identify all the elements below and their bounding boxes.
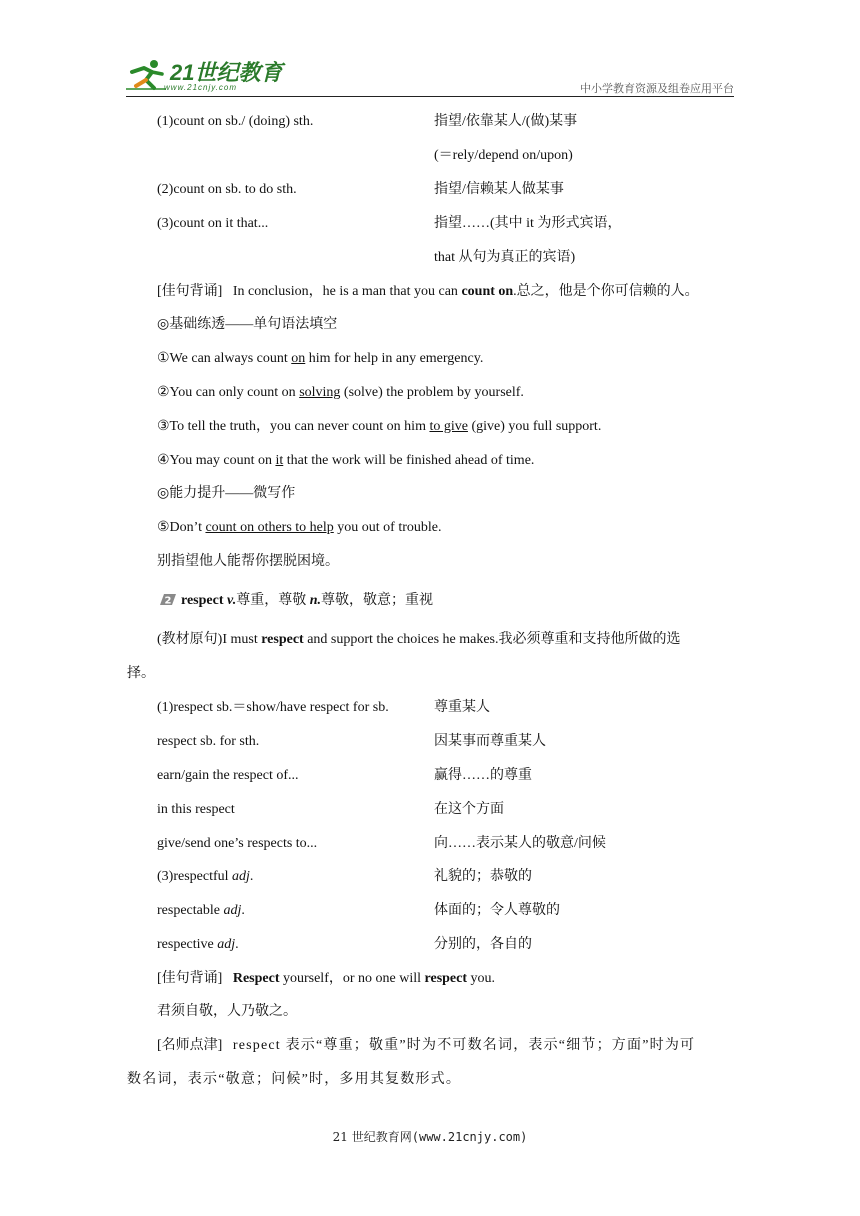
exercise-2: ②You can only count on solving (solve) the problem by yourself.: [157, 385, 524, 400]
page-footer: 21 世纪教育网(www.21cnjy.com): [332, 1130, 528, 1144]
respect-row-2-left: respect sb. for sth.: [157, 734, 260, 749]
phrase-row-4-left: (3)count on it that...: [157, 216, 269, 231]
adj-row-2-right: 体面的；令人尊敬的: [434, 903, 560, 918]
textbook-sentence: (教材原句)I must respect and support the choices he makes.我必须尊重和支持他所做的选: [157, 632, 681, 647]
exercise-3: ③To tell the truth，you can never count on him to give (give) you full support.: [157, 419, 602, 434]
adj-row-3-right: 分别的，各自的: [434, 937, 532, 952]
adj-row-1-right: 礼貌的；恭敬的: [434, 869, 532, 884]
exercise-4: ④You may count on it that the work will be finished ahead of time.: [157, 453, 535, 468]
number-badge-icon: [159, 591, 177, 607]
writing-translation: 别指望他人能帮你摆脱困境。: [157, 554, 339, 569]
answer-2: solving: [299, 385, 341, 400]
phrase-row-3-right: 指望/信赖某人做某事: [434, 182, 564, 197]
adj-row-3-left: respective adj.: [157, 937, 239, 952]
good-sentence-tag: [佳句背诵]: [157, 284, 223, 299]
good-sentence-2-translation: 君须自敬，人乃敬之。: [157, 1004, 297, 1019]
answer-3: to give: [429, 419, 468, 434]
adj-row-2-left: respectable adj.: [157, 903, 245, 918]
logo-url: www.21cnjy.com: [164, 83, 237, 92]
header-divider: [126, 96, 734, 97]
phrase-row-4-right: 指望……(其中 it 为形式宾语，: [434, 216, 622, 231]
respect-row-3-right: 赢得……的尊重: [434, 768, 532, 783]
section-basic-heading: ◎基础练透——单句语法填空: [157, 317, 338, 332]
teacher-tip-cont: 数名词，表示“敬意；问候”时，多用其复数形式。: [127, 1072, 462, 1087]
respect-row-3-left: earn/gain the respect of...: [157, 768, 299, 783]
phrase-row-3-left: (2)count on sb. to do sth.: [157, 182, 297, 197]
respect-row-4-right: 在这个方面: [434, 802, 504, 817]
phrase-row-1-left: (1)count on sb./ (doing) sth.: [157, 114, 314, 129]
writing-exercise: ⑤Don’t count on others to help you out of trouble.: [157, 520, 442, 535]
textbook-sentence-cont: 择。: [127, 666, 155, 681]
word-heading-respect: 2 respect v.尊重，尊敬 n.尊敬，敬意；重视: [159, 591, 433, 611]
respect-row-5-left: give/send one’s respects to...: [157, 836, 318, 851]
phrase-row-1-right: 指望/依靠某人/(做)某事: [434, 114, 578, 129]
answer-4: it: [275, 453, 284, 468]
section-ability-heading: ◎能力提升——微写作: [157, 486, 296, 501]
respect-row-2-right: 因某事而尊重某人: [434, 734, 546, 749]
respect-row-1-left: (1)respect sb.＝show/have respect for sb.: [157, 700, 389, 715]
page-header: [126, 58, 734, 98]
answer-1: on: [291, 351, 306, 366]
writing-answer: count on others to help: [205, 520, 334, 535]
adj-row-1-left: (3)respectful adj.: [157, 869, 254, 884]
svg-text:2: 2: [164, 595, 172, 607]
logo-text: 21世纪教育: [170, 60, 283, 85]
phrase-row-5-right: that 从句为真正的宾语): [434, 250, 576, 265]
exercise-1: ①We can always count on him for help in any emergency.: [157, 351, 484, 366]
logo: [126, 58, 286, 94]
good-sentence-2: [佳句背诵] Respect yourself，or no one will respect you.: [157, 971, 496, 986]
respect-row-4-left: in this respect: [157, 802, 235, 817]
header-platform-text: 中小学教育资源及组卷应用平台: [580, 82, 734, 95]
respect-row-1-right: 尊重某人: [434, 700, 490, 715]
respect-row-5-right: 向……表示某人的敬意/问候: [434, 836, 606, 851]
teacher-tip: [名师点津] respect 表示“尊重；敬重”时为不可数名词，表示“细节；方面”时为可: [157, 1038, 696, 1053]
good-sentence-1: [佳句背诵] In conclusion，he is a man that you can count on.总之，他是个你可信赖的人。: [157, 284, 699, 299]
phrase-row-2-right: (＝rely/depend on/upon): [434, 148, 573, 163]
